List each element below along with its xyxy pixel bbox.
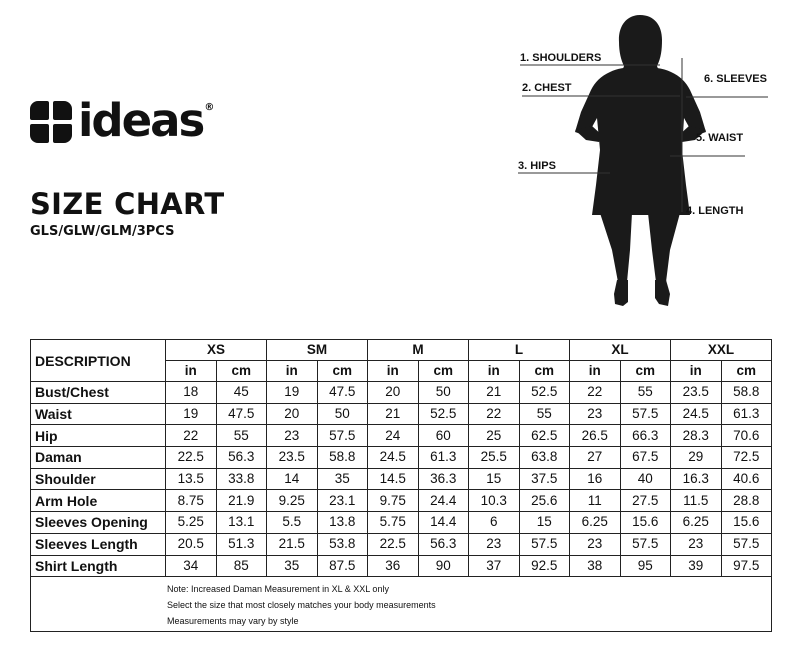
- table-cell: 24.4: [418, 490, 469, 512]
- table-cell: 47.5: [317, 382, 368, 404]
- table-cell: 15.6: [620, 512, 671, 534]
- unit-cm: cm: [216, 361, 267, 382]
- unit-cm: cm: [317, 361, 368, 382]
- table-cell: 25.5: [469, 447, 520, 469]
- size-header-l: L: [469, 340, 570, 361]
- row-label: Shoulder: [31, 468, 166, 490]
- size-header-m: M: [368, 340, 469, 361]
- table-cell: 26.5: [570, 425, 621, 447]
- table-cell: 60: [418, 425, 469, 447]
- table-cell: 57.5: [721, 533, 772, 555]
- row-label: Hip: [31, 425, 166, 447]
- row-label: Waist: [31, 403, 166, 425]
- table-cell: 55: [216, 425, 267, 447]
- table-cell: 9.75: [368, 490, 419, 512]
- table-row: [31, 382, 772, 404]
- label-sleeves: 6. SLEEVES: [704, 73, 767, 85]
- unit-in: in: [166, 361, 217, 382]
- table-cell: 37.5: [519, 468, 570, 490]
- row-label: Sleeves Opening: [31, 512, 166, 534]
- label-chest: 2. CHEST: [522, 82, 572, 94]
- table-cell: 18: [166, 382, 217, 404]
- table-cell: 11: [570, 490, 621, 512]
- table-cell: 20: [267, 403, 318, 425]
- unit-in: in: [671, 361, 722, 382]
- table-cell: 14.5: [368, 468, 419, 490]
- table-row: [31, 425, 772, 447]
- table-cell: 22: [469, 403, 520, 425]
- unit-cm: cm: [418, 361, 469, 382]
- table-cell: 37: [469, 555, 520, 577]
- unit-in: in: [368, 361, 419, 382]
- table-cell: 15: [519, 512, 570, 534]
- row-label: Bust/Chest: [31, 382, 166, 404]
- row-label: Shirt Length: [31, 555, 166, 577]
- table-cell: 23: [570, 533, 621, 555]
- table-cell: 52.5: [418, 403, 469, 425]
- table-cell: 47.5: [216, 403, 267, 425]
- table-cell: 5.5: [267, 512, 318, 534]
- table-cell: 19: [166, 403, 217, 425]
- table-cell: 15.6: [721, 512, 772, 534]
- table-cell: 5.25: [166, 512, 217, 534]
- table-cell: 55: [519, 403, 570, 425]
- brand-name: ideas: [78, 94, 204, 147]
- table-cell: 34: [166, 555, 217, 577]
- table-cell: 57.5: [317, 425, 368, 447]
- row-label: Sleeves Length: [31, 533, 166, 555]
- label-shoulders: 1. SHOULDERS: [520, 52, 602, 64]
- table-cell: 28.8: [721, 490, 772, 512]
- table-cell: 95: [620, 555, 671, 577]
- table-cell: 29: [671, 447, 722, 469]
- table-cell: 22: [166, 425, 217, 447]
- unit-cm: cm: [620, 361, 671, 382]
- table-cell: 23.5: [671, 382, 722, 404]
- table-cell: 23: [469, 533, 520, 555]
- brand-logo: [30, 94, 215, 147]
- table-cell: 16.3: [671, 468, 722, 490]
- table-cell: 61.3: [721, 403, 772, 425]
- note-select-size: Select the size that most closely matches your body measurements: [167, 600, 436, 611]
- page-title: SIZE CHART: [30, 187, 225, 221]
- table-cell: 21.9: [216, 490, 267, 512]
- table-cell: 13.5: [166, 468, 217, 490]
- table-cell: 25: [469, 425, 520, 447]
- table-cell: 23.5: [267, 447, 318, 469]
- table-cell: 36.3: [418, 468, 469, 490]
- table-cell: 13.8: [317, 512, 368, 534]
- table-cell: 97.5: [721, 555, 772, 577]
- table-cell: 23.1: [317, 490, 368, 512]
- table-cell: 25.6: [519, 490, 570, 512]
- table-cell: 6.25: [671, 512, 722, 534]
- table-cell: 11.5: [671, 490, 722, 512]
- table-cell: 39: [671, 555, 722, 577]
- body-measurement-figure: [500, 10, 800, 330]
- table-cell: 23: [267, 425, 318, 447]
- table-cell: 58.8: [317, 447, 368, 469]
- table-cell: 40.6: [721, 468, 772, 490]
- label-length: 4. LENGTH: [686, 205, 744, 217]
- table-cell: 15: [469, 468, 520, 490]
- table-cell: 36: [368, 555, 419, 577]
- table-row: [31, 555, 772, 577]
- page-subtitle: GLS/GLW/GLM/3PCS: [30, 224, 175, 239]
- table-cell: 70.6: [721, 425, 772, 447]
- table-cell: 23: [671, 533, 722, 555]
- table-cell: 56.3: [216, 447, 267, 469]
- table-cell: 67.5: [620, 447, 671, 469]
- row-label: Arm Hole: [31, 490, 166, 512]
- notes-cell: [31, 577, 772, 632]
- unit-cm: cm: [519, 361, 570, 382]
- table-cell: 63.8: [519, 447, 570, 469]
- table-cell: 9.25: [267, 490, 318, 512]
- table-cell: 61.3: [418, 447, 469, 469]
- table-cell: 55: [620, 382, 671, 404]
- table-cell: 24.5: [671, 403, 722, 425]
- table-cell: 87.5: [317, 555, 368, 577]
- table-cell: 6.25: [570, 512, 621, 534]
- table-cell: 51.3: [216, 533, 267, 555]
- table-cell: 56.3: [418, 533, 469, 555]
- table-cell: 23: [570, 403, 621, 425]
- table-cell: 50: [317, 403, 368, 425]
- table-cell: 6: [469, 512, 520, 534]
- row-label: Daman: [31, 447, 166, 469]
- size-chart-table: [30, 339, 772, 632]
- table-cell: 27: [570, 447, 621, 469]
- table-cell: 16: [570, 468, 621, 490]
- note-style-variance: Measurements may vary by style: [167, 616, 299, 627]
- label-waist: 5. WAIST: [696, 132, 744, 144]
- table-cell: 27.5: [620, 490, 671, 512]
- table-cell: 24: [368, 425, 419, 447]
- table-cell: 10.3: [469, 490, 520, 512]
- table-cell: 22.5: [368, 533, 419, 555]
- table-cell: 58.8: [721, 382, 772, 404]
- table-row: [31, 490, 772, 512]
- table-cell: 57.5: [519, 533, 570, 555]
- table-cell: 14.4: [418, 512, 469, 534]
- table-cell: 8.75: [166, 490, 217, 512]
- size-header-xl: XL: [570, 340, 671, 361]
- table-row: [31, 533, 772, 555]
- table-row: [31, 512, 772, 534]
- table-row: [31, 403, 772, 425]
- table-cell: 57.5: [620, 533, 671, 555]
- registered-mark: ®: [204, 102, 215, 113]
- table-cell: 13.1: [216, 512, 267, 534]
- table-cell: 35: [317, 468, 368, 490]
- table-cell: 66.3: [620, 425, 671, 447]
- table-cell: 19: [267, 382, 318, 404]
- description-header: DESCRIPTION: [31, 340, 166, 382]
- table-row: [31, 468, 772, 490]
- unit-in: in: [469, 361, 520, 382]
- logo-mark-icon: [30, 101, 72, 143]
- table-cell: 20: [368, 382, 419, 404]
- label-hips: 3. HIPS: [518, 160, 556, 172]
- unit-in: in: [570, 361, 621, 382]
- table-cell: 40: [620, 468, 671, 490]
- table-cell: 28.3: [671, 425, 722, 447]
- table-row: [31, 447, 772, 469]
- size-header-xxl: XXL: [671, 340, 772, 361]
- table-cell: 72.5: [721, 447, 772, 469]
- unit-cm: cm: [721, 361, 772, 382]
- table-cell: 52.5: [519, 382, 570, 404]
- table-cell: 21: [469, 382, 520, 404]
- size-header-sm: SM: [267, 340, 368, 361]
- table-cell: 50: [418, 382, 469, 404]
- table-cell: 90: [418, 555, 469, 577]
- table-cell: 22.5: [166, 447, 217, 469]
- table-cell: 38: [570, 555, 621, 577]
- table-cell: 24.5: [368, 447, 419, 469]
- table-cell: 57.5: [620, 403, 671, 425]
- unit-in: in: [267, 361, 318, 382]
- size-header-xs: XS: [166, 340, 267, 361]
- table-cell: 45: [216, 382, 267, 404]
- table-cell: 35: [267, 555, 318, 577]
- table-cell: 62.5: [519, 425, 570, 447]
- table-cell: 33.8: [216, 468, 267, 490]
- table-cell: 14: [267, 468, 318, 490]
- table-cell: 5.75: [368, 512, 419, 534]
- note-daman: Note: Increased Daman Measurement in XL & XXL only: [167, 584, 389, 595]
- table-cell: 85: [216, 555, 267, 577]
- table-cell: 20.5: [166, 533, 217, 555]
- table-cell: 22: [570, 382, 621, 404]
- table-cell: 21.5: [267, 533, 318, 555]
- table-cell: 53.8: [317, 533, 368, 555]
- table-cell: 21: [368, 403, 419, 425]
- size-chart-body: [31, 382, 772, 577]
- table-cell: 92.5: [519, 555, 570, 577]
